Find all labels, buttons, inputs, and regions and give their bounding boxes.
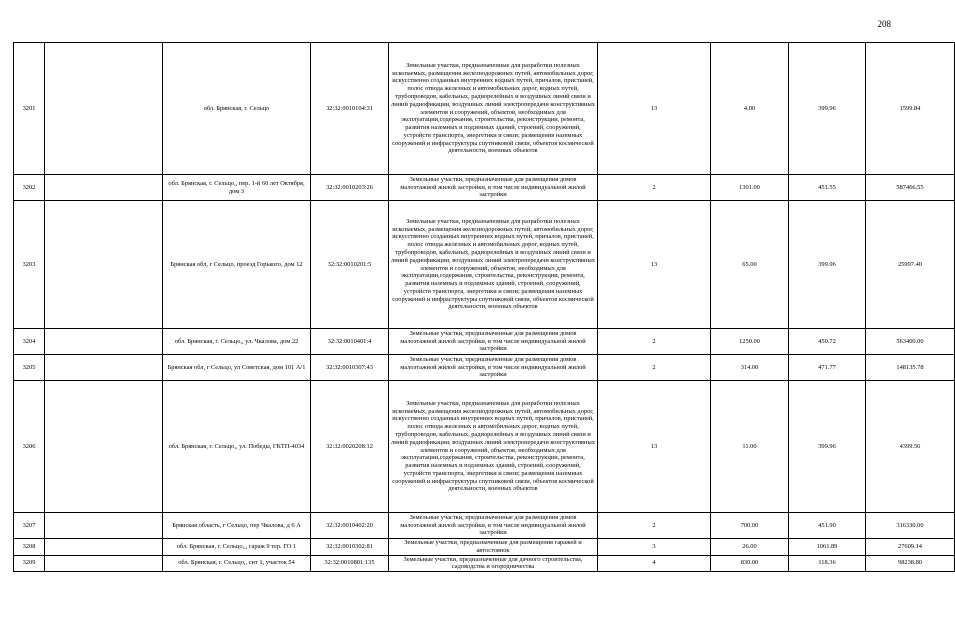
rate-cell: 451.90 [789, 513, 866, 539]
permitted-use-cell: Земельные участки, предназначенные для размещения домов малоэтажной жилой застройки, в том числе индивидуальной жилой застройки [389, 355, 598, 381]
row-number: 3202 [14, 175, 45, 201]
blank-cell [45, 539, 163, 556]
use-group-cell: 2 [598, 329, 711, 355]
blank-cell [45, 555, 163, 572]
row-number: 3203 [14, 201, 45, 329]
blank-cell [45, 175, 163, 201]
permitted-use-cell: Земельные участки, предназначенные для размещения домов малоэтажной жилой застройки, в том числе индивидуальной жилой застройки [389, 175, 598, 201]
land-registry-table [13, 42, 955, 572]
use-group-cell: 4 [598, 555, 711, 572]
table-row [14, 381, 955, 513]
rate-cell: 471.77 [789, 355, 866, 381]
blank-cell [45, 329, 163, 355]
address-cell: обл. Брянская, г. Сельцо,, снт 1, участок 54 [163, 555, 311, 572]
use-group-cell: 13 [598, 43, 711, 175]
area-cell: 314.00 [711, 355, 789, 381]
area-cell: 1250.00 [711, 329, 789, 355]
permitted-use-cell: Земельные участки, предназначенные для размещения домов малоэтажной жилой застройки, в том числе индивидуальной жилой застройки [389, 513, 598, 539]
permitted-use-cell: Земельные участки, предназначенные для разработки полезных ископаемых, размещения железнодорожных путей, автомобильных дорог, искусственно созданных внутренних водных путей, причалов, пристаней, полос отвода железных и автомобильных дорог, водных путей, трубопроводов, кабельных, радиорелейных и воздушных линий связи и линий радиофикации, воздушных линий электропередачи конструктивных элементов и сооружений, объектов, необходимых для эксплуатации,содержания, строительства, реконструкции, ремонта, развития наземных и подземных зданий, строений, сооружений, устройств транспорта, энергетики и связи; размещения наземных сооружений и инфраструктуры спутниковой связи, объектов космической деятельности, военных объектов [389, 43, 598, 175]
cadastral-cost-cell: 148135.78 [866, 355, 955, 381]
table-row [14, 175, 955, 201]
cadastral-number-cell: 32:32:0010201:5 [311, 201, 389, 329]
table-row [14, 43, 955, 175]
rate-cell: 399.96 [789, 381, 866, 513]
use-group-cell: 13 [598, 201, 711, 329]
address-cell: обл. Брянская, г. Сельцо,, ул. Победы, ГКТП-4034 [163, 381, 311, 513]
table-row [14, 513, 955, 539]
cadastral-cost-cell: 563400.00 [866, 329, 955, 355]
cadastral-cost-cell: 27609.14 [866, 539, 955, 556]
table-row [14, 539, 955, 556]
cadastral-number-cell: 32:32:0010203:26 [311, 175, 389, 201]
registry-body [14, 43, 955, 572]
blank-cell [45, 355, 163, 381]
use-group-cell: 2 [598, 175, 711, 201]
blank-cell [45, 513, 163, 539]
row-number: 3209 [14, 555, 45, 572]
cadastral-number-cell: 32:32:0010402:20 [311, 513, 389, 539]
cadastral-cost-cell: 4399.56 [866, 381, 955, 513]
rate-cell: 399.96 [789, 201, 866, 329]
blank-cell [45, 201, 163, 329]
rate-cell: 399.96 [789, 43, 866, 175]
cadastral-number-cell: 32:32:0010801:135 [311, 555, 389, 572]
table-row [14, 355, 955, 381]
cadastral-cost-cell: 587466.55 [866, 175, 955, 201]
use-group-cell: 3 [598, 539, 711, 556]
cadastral-number-cell: 32:32:0010307:43 [311, 355, 389, 381]
area-cell: 4.00 [711, 43, 789, 175]
rate-cell: 451.55 [789, 175, 866, 201]
address-cell: обл. Брянская, г. Сельцо,, ул. Чкалова, дом 22 [163, 329, 311, 355]
cadastral-cost-cell: 98238.80 [866, 555, 955, 572]
use-group-cell: 2 [598, 355, 711, 381]
row-number: 3201 [14, 43, 45, 175]
blank-cell [45, 381, 163, 513]
blank-cell [45, 43, 163, 175]
address-cell: Брянская обл, г Сельцо, ул Советская, дом 101 А/1 [163, 355, 311, 381]
rate-cell: 450.72 [789, 329, 866, 355]
rate-cell: 1061.89 [789, 539, 866, 556]
permitted-use-cell: Земельные участки, предназначенные для размещения гаражей и автостоянок [389, 539, 598, 556]
address-cell: обл. Брянская, г. Сельцо [163, 43, 311, 175]
area-cell: 700.00 [711, 513, 789, 539]
row-number: 3204 [14, 329, 45, 355]
use-group-cell: 13 [598, 381, 711, 513]
cadastral-number-cell: 32:32:0010302:81 [311, 539, 389, 556]
cadastral-cost-cell: 316330.00 [866, 513, 955, 539]
row-number: 3207 [14, 513, 45, 539]
page-number: 208 [877, 19, 891, 29]
permitted-use-cell: Земельные участки, предназначенные для разработки полезных ископаемых, размещения железнодорожных путей, автомобильных дорог, искусственно созданных внутренних водных путей, причалов, пристаней, полос отвода железных и автомобильных дорог, водных путей, трубопроводов, кабельных, радиорелейных и воздушных линий связи и линий радиофикации, воздушных линий электропередачи конструктивных элементов и сооружений, объектов, необходимых для эксплуатации,содержания, строительства, реконструкции, ремонта, развития наземных и подземных зданий, строений, сооружений, устройств транспорта, энергетики и связи; размещения наземных сооружений и инфраструктуры спутниковой связи, объектов космической деятельности, военных объектов [389, 201, 598, 329]
row-number: 3206 [14, 381, 45, 513]
cadastral-number-cell: 32:32:0020208:12 [311, 381, 389, 513]
address-cell: обл. Брянская, г. Сельцо,,, гараж 9 тер. ГО 1 [163, 539, 311, 556]
cadastral-cost-cell: 1599.84 [866, 43, 955, 175]
address-cell: Брянская область, г Сельцо, пер Чкалова, д 6 А [163, 513, 311, 539]
rate-cell: 118.36 [789, 555, 866, 572]
address-cell: Брянская обл, г Сельцо, проезд Горького, дом 12 [163, 201, 311, 329]
cadastral-number-cell: 32:32:0010401:4 [311, 329, 389, 355]
table-row [14, 329, 955, 355]
cadastral-number-cell: 32:32:0010104:31 [311, 43, 389, 175]
area-cell: 65.00 [711, 201, 789, 329]
permitted-use-cell: Земельные участки, предназначенные для дачного строительства, садоводства и огородничества [389, 555, 598, 572]
area-cell: 830.00 [711, 555, 789, 572]
row-number: 3208 [14, 539, 45, 556]
permitted-use-cell: Земельные участки, предназначенные для разработки полезных ископаемых, размещения железнодорожных путей, автомобильных дорог, искусственно созданных внутренних водных путей, причалов, пристаней, полос отвода железных и автомобильных дорог, водных путей, трубопроводов, кабельных, радиорелейных и воздушных линий связи и линий радиофикации, воздушных линий электропередачи конструктивных элементов и сооружений, объектов, необходимых для эксплуатации,содержания, строительства, реконструкции, ремонта, развития наземных и подземных зданий, строений, сооружений, устройств транспорта, энергетики и связи; размещения наземных сооружений и инфраструктуры спутниковой связи, объектов космической деятельности, военных объектов [389, 381, 598, 513]
address-cell: обл. Брянская, г. Сельцо,, пер. 1-й 60 лет Октября, дом 3 [163, 175, 311, 201]
area-cell: 26.00 [711, 539, 789, 556]
cadastral-cost-cell: 25997.40 [866, 201, 955, 329]
table-row [14, 201, 955, 329]
row-number: 3205 [14, 355, 45, 381]
use-group-cell: 2 [598, 513, 711, 539]
area-cell: 1301.00 [711, 175, 789, 201]
table-row [14, 555, 955, 572]
area-cell: 11.00 [711, 381, 789, 513]
permitted-use-cell: Земельные участки, предназначенные для размещения домов малоэтажной жилой застройки, в том числе индивидуальной жилой застройки [389, 329, 598, 355]
